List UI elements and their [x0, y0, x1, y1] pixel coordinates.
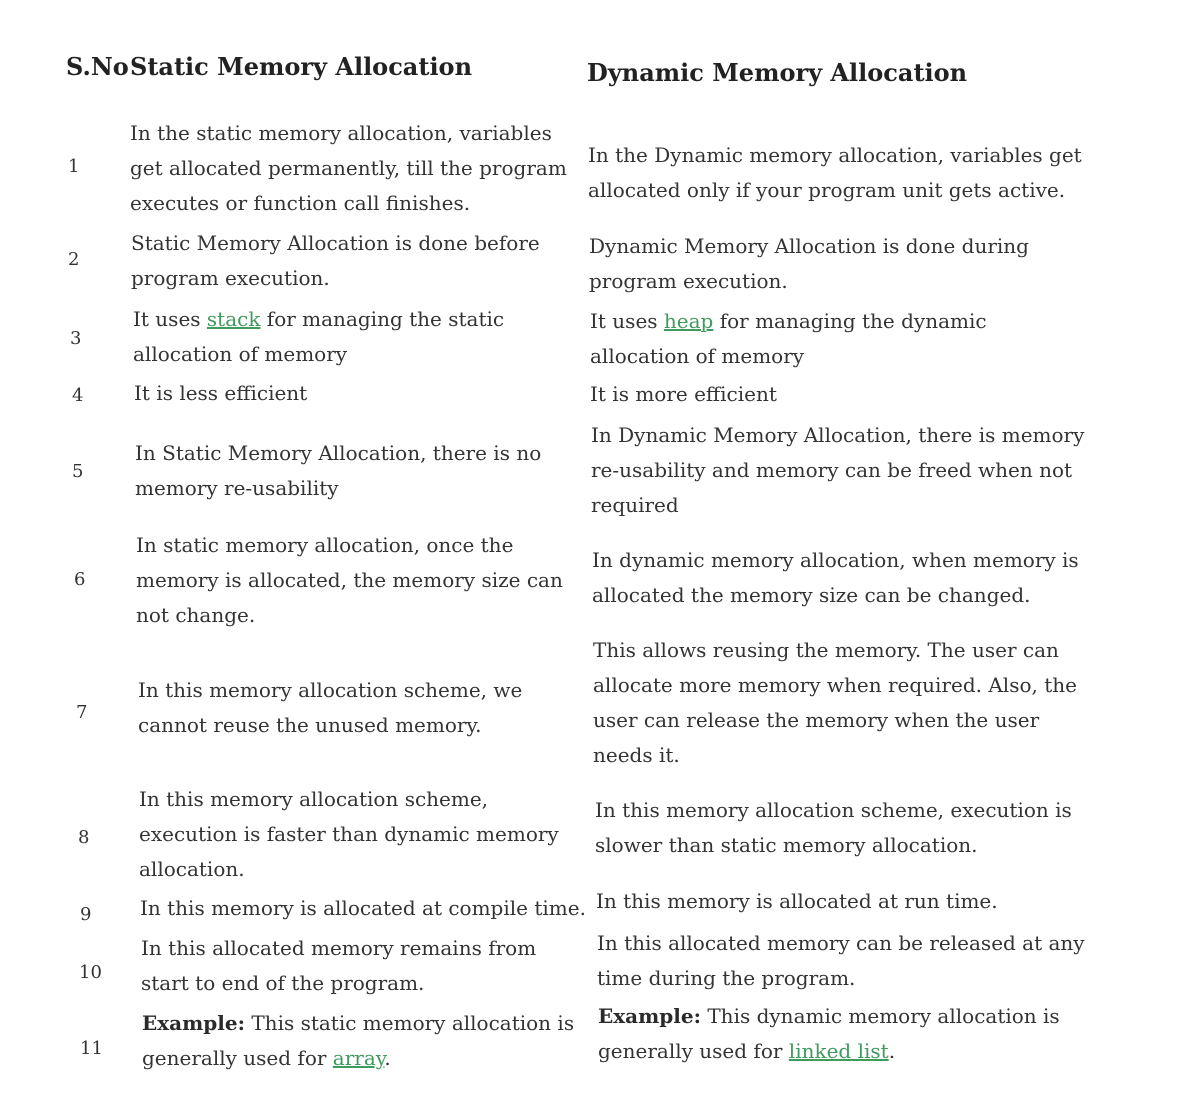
static-cell: It is less efficient	[134, 381, 308, 405]
static-cell: Static Memory Allocation is done before program execution.	[131, 231, 540, 290]
dynamic-cell	[598, 999, 1068, 1069]
dynamic-cell: This allows reusing the memory. The user can allocate more memory when required. Also, the user can release the memory when the user needs it.	[593, 638, 1077, 767]
row-number: 2	[68, 249, 80, 270]
dynamic-text: for managing the dynamic allocation of memory	[590, 309, 987, 368]
dynamic-cell: In the Dynamic memory allocation, variables get allocated only if your program unit gets active.	[588, 143, 1082, 202]
static-cell: In Static Memory Allocation, there is no memory re-usability	[135, 441, 542, 500]
dynamic-text: It uses	[590, 309, 664, 333]
row-number: 10	[79, 962, 102, 983]
static-cell: In this memory allocation scheme, execution is faster than dynamic memory allocation.	[139, 787, 559, 881]
static-cell: In this allocated memory remains from start to end of the program.	[141, 936, 537, 995]
example-label: Example:	[598, 1004, 701, 1028]
dynamic-text: This dynamic memory allocation is generally used for	[598, 1004, 1060, 1063]
example-label: Example:	[142, 1011, 245, 1035]
row-number: 6	[74, 569, 86, 590]
row-number: 4	[72, 385, 84, 406]
row-number: 9	[80, 904, 92, 925]
dynamic-cell: In dynamic memory allocation, when memory is allocated the memory size can be changed.	[592, 548, 1079, 607]
static-cell	[142, 1006, 587, 1076]
header-static: Static Memory Allocation	[130, 52, 473, 81]
array-link[interactable]: array	[332, 1046, 385, 1070]
dynamic-cell	[590, 304, 1090, 374]
dynamic-text: .	[888, 1039, 896, 1063]
dynamic-cell: In this memory allocation scheme, execution is slower than static memory allocation.	[595, 798, 1072, 857]
dynamic-cell: In Dynamic Memory Allocation, there is memory re-usability and memory can be freed when not required	[591, 423, 1085, 517]
static-cell	[133, 302, 533, 372]
static-text: It uses	[133, 307, 207, 331]
static-text: This static memory allocation is generally used for	[142, 1011, 575, 1070]
row-number: 7	[76, 702, 88, 723]
row-number: 5	[72, 461, 84, 482]
static-cell: In this memory is allocated at compile time.	[140, 896, 586, 920]
static-text: .	[384, 1046, 391, 1070]
header-sno: S.No	[66, 52, 129, 81]
row-number: 1	[68, 156, 80, 177]
static-cell: In the static memory allocation, variables get allocated permanently, till the program executes or function call finishes.	[130, 121, 567, 215]
header-dynamic: Dynamic Memory Allocation	[587, 58, 968, 87]
static-text: for managing the static allocation of memory	[133, 307, 505, 366]
dynamic-cell: Dynamic Memory Allocation is done during program execution.	[589, 234, 1029, 293]
dynamic-cell: In this allocated memory can be released at any time during the program.	[597, 931, 1085, 990]
stack-link[interactable]: stack	[206, 307, 261, 331]
dynamic-cell: In this memory is allocated at run time.	[596, 889, 998, 913]
dynamic-cell: It is more efficient	[590, 382, 777, 406]
row-number: 8	[78, 827, 90, 848]
static-cell: In this memory allocation scheme, we cannot reuse the unused memory.	[138, 678, 523, 737]
static-cell: In static memory allocation, once the memory is allocated, the memory size can not change.	[136, 533, 563, 627]
heap-link[interactable]: heap	[663, 309, 714, 333]
row-number: 11	[80, 1038, 103, 1059]
row-number: 3	[70, 328, 82, 349]
linked-list-link[interactable]: linked list	[788, 1039, 889, 1063]
